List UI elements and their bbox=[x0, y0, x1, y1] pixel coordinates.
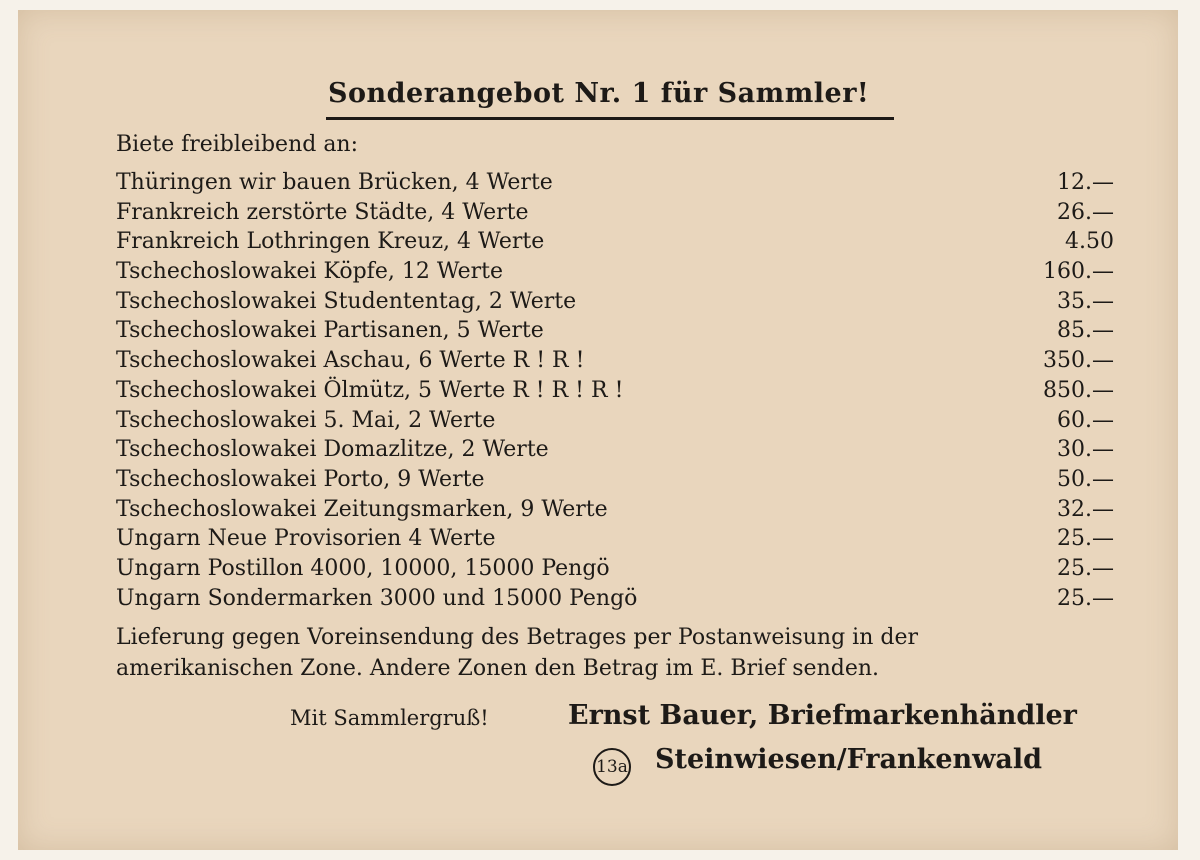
item-name: Tschechoslowakei Domazlitze, 2 Werte bbox=[116, 437, 549, 463]
item-name: Tschechoslowakei Köpfe, 12 Werte bbox=[116, 259, 504, 285]
item-price: 35.— bbox=[1057, 288, 1114, 314]
dealer-name: Ernst Bauer, Briefmarkenhändler bbox=[568, 700, 1077, 731]
title-underline bbox=[326, 117, 894, 120]
item-name: Thüringen wir bauen Brücken, 4 Werte bbox=[116, 170, 553, 195]
list-item bbox=[116, 287, 1116, 317]
item-name: Tschechoslowakei 5. Mai, 2 Werte bbox=[116, 407, 496, 433]
delivery-terms-line: Lieferung gegen Voreinsendung des Betrages per Postanweisung in der bbox=[116, 625, 918, 650]
list-item bbox=[116, 346, 1116, 376]
item-price: 350.— bbox=[1043, 348, 1114, 374]
item-price: 30.— bbox=[1057, 437, 1114, 463]
item-name: Tschechoslowakei Ölmütz, 5 Werte R ! R ! R ! bbox=[116, 377, 624, 403]
item-price: 60.— bbox=[1057, 407, 1114, 433]
list-item bbox=[116, 257, 1116, 287]
item-name: Ungarn Sondermarken 3000 und 15000 Pengö bbox=[116, 585, 638, 611]
item-name: Tschechoslowakei Partisanen, 5 Werte bbox=[116, 318, 544, 344]
list-item bbox=[116, 168, 1116, 198]
offer-title: Sonderangebot Nr. 1 für Sammler! bbox=[328, 78, 870, 109]
item-name: Frankreich Lothringen Kreuz, 4 Werte bbox=[116, 229, 545, 255]
offer-card bbox=[18, 10, 1178, 850]
list-item bbox=[116, 495, 1116, 525]
intro-text: Biete freibleibend an: bbox=[116, 132, 359, 157]
item-name: Ungarn Postillon 4000, 10000, 15000 Pengö bbox=[116, 555, 610, 581]
item-price: 25.— bbox=[1057, 555, 1114, 581]
item-price: 850.— bbox=[1043, 377, 1114, 403]
postal-zone-badge: 13a bbox=[593, 748, 631, 786]
price-list bbox=[116, 168, 1116, 613]
item-name: Ungarn Neue Provisorien 4 Werte bbox=[116, 526, 496, 552]
greeting: Mit Sammlergruß! bbox=[290, 706, 489, 730]
dealer-city: Steinwiesen/Frankenwald bbox=[655, 744, 1043, 775]
item-price: 12.— bbox=[1057, 170, 1114, 195]
item-name: Tschechoslowakei Zeitungsmarken, 9 Werte bbox=[116, 496, 608, 522]
item-name: Frankreich zerstörte Städte, 4 Werte bbox=[116, 199, 529, 225]
list-item bbox=[116, 554, 1116, 584]
list-item bbox=[116, 524, 1116, 554]
list-item bbox=[116, 227, 1116, 257]
list-item bbox=[116, 465, 1116, 495]
item-price: 160.— bbox=[1043, 259, 1114, 285]
item-price: 85.— bbox=[1057, 318, 1114, 344]
list-item bbox=[116, 376, 1116, 406]
list-item bbox=[116, 584, 1116, 614]
delivery-terms bbox=[116, 622, 918, 684]
delivery-terms-line: amerikanischen Zone. Andere Zonen den Betrag im E. Brief senden. bbox=[116, 656, 879, 681]
list-item bbox=[116, 316, 1116, 346]
item-price: 25.— bbox=[1057, 585, 1114, 611]
list-item bbox=[116, 435, 1116, 465]
item-price: 26.— bbox=[1057, 199, 1114, 225]
list-item bbox=[116, 406, 1116, 436]
item-name: Tschechoslowakei Studententag, 2 Werte bbox=[116, 288, 577, 314]
item-name: Tschechoslowakei Porto, 9 Werte bbox=[116, 466, 485, 492]
item-price: 50.— bbox=[1057, 466, 1114, 492]
item-price: 32.— bbox=[1057, 496, 1114, 522]
item-price: 25.— bbox=[1057, 526, 1114, 552]
item-price: 4.50 bbox=[1065, 229, 1114, 255]
list-item bbox=[116, 198, 1116, 228]
item-name: Tschechoslowakei Aschau, 6 Werte R ! R ! bbox=[116, 348, 585, 374]
